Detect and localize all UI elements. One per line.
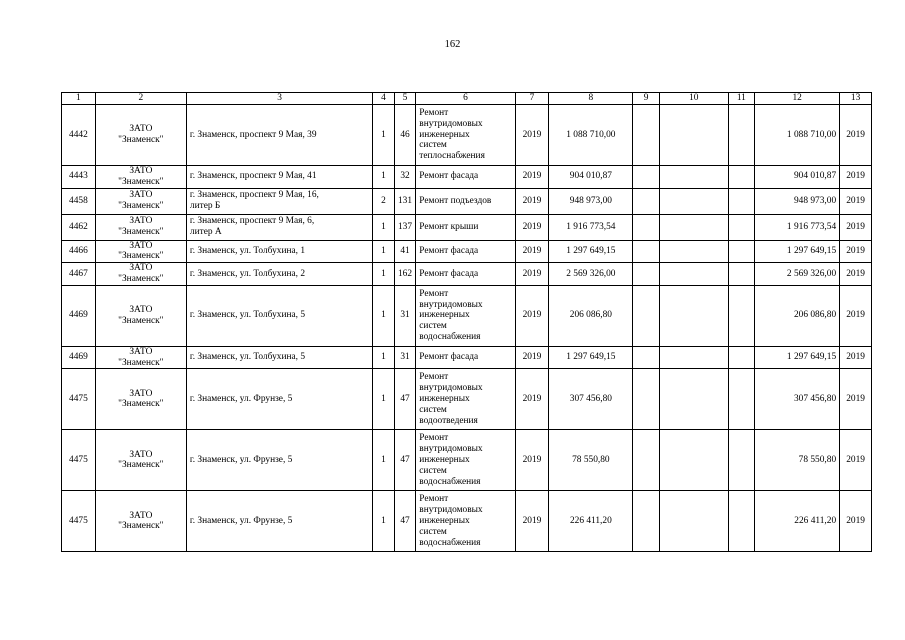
record-id-cell: 4469 bbox=[62, 285, 96, 346]
year-cell: 2019 bbox=[515, 240, 549, 263]
work-type-line: систем bbox=[419, 465, 447, 476]
col-4-cell: 1 bbox=[373, 285, 395, 346]
municipality-line: ЗАТО bbox=[129, 449, 153, 460]
col-11-cell bbox=[728, 263, 755, 286]
cost-col-12-cell: 904 010,87 bbox=[755, 166, 840, 189]
col-10-header: 10 bbox=[659, 93, 728, 105]
col-9-cell bbox=[633, 214, 660, 240]
col-10-cell bbox=[659, 105, 728, 166]
col-4-cell: 1 bbox=[373, 166, 395, 189]
record-id-cell: 4462 bbox=[62, 214, 96, 240]
municipality-line: ЗАТО bbox=[129, 510, 153, 521]
col-9-cell bbox=[633, 188, 660, 214]
work-type-line: инженерных bbox=[419, 129, 470, 140]
col-5-header: 5 bbox=[394, 93, 416, 105]
record-id-cell: 4469 bbox=[62, 346, 96, 369]
work-type-cell bbox=[416, 188, 515, 214]
table-row bbox=[62, 369, 872, 430]
cost-total-cell: 1 916 773,54 bbox=[549, 214, 633, 240]
year-cell: 2019 bbox=[515, 263, 549, 286]
col-4-header: 4 bbox=[373, 93, 395, 105]
work-type-line: инженерных bbox=[419, 515, 470, 526]
record-id-cell: 4467 bbox=[62, 263, 96, 286]
table-row bbox=[62, 214, 872, 240]
municipality-cell bbox=[95, 166, 186, 189]
year-col-13-cell: 2019 bbox=[840, 346, 872, 369]
record-id-cell: 4458 bbox=[62, 188, 96, 214]
year-cell: 2019 bbox=[515, 369, 549, 430]
address-line: г. Знаменск, ул. Фрунзе, 5 bbox=[189, 454, 293, 465]
address-cell bbox=[186, 240, 372, 263]
table-row bbox=[62, 285, 872, 346]
record-id-cell: 4466 bbox=[62, 240, 96, 263]
address-line: литер Б bbox=[189, 201, 221, 212]
work-type-line: Ремонт фасада bbox=[419, 245, 479, 256]
table-body bbox=[62, 93, 872, 552]
cost-total-cell: 1 088 710,00 bbox=[549, 105, 633, 166]
municipality-line: ЗАТО bbox=[129, 216, 153, 227]
col-9-cell bbox=[633, 369, 660, 430]
municipality-cell bbox=[95, 214, 186, 240]
col-9-cell bbox=[633, 285, 660, 346]
address-line: г. Знаменск, ул. Толбухина, 5 bbox=[189, 310, 306, 321]
municipality-line: "Знаменск" bbox=[118, 227, 164, 238]
table-row bbox=[62, 105, 872, 166]
record-id-cell: 4442 bbox=[62, 105, 96, 166]
municipality-cell bbox=[95, 369, 186, 430]
work-type-line: внутридомовых bbox=[419, 118, 483, 129]
year-col-13-cell: 2019 bbox=[840, 188, 872, 214]
year-col-13-cell: 2019 bbox=[840, 430, 872, 491]
year-col-13-cell: 2019 bbox=[840, 214, 872, 240]
table-row bbox=[62, 491, 872, 552]
address-line: г. Знаменск, проспект 9 Мая, 6, bbox=[189, 216, 315, 227]
municipality-cell bbox=[95, 188, 186, 214]
col-6-header: 6 bbox=[416, 93, 515, 105]
col-5-cell: 41 bbox=[394, 240, 416, 263]
cost-col-12-cell: 206 086,80 bbox=[755, 285, 840, 346]
col-11-cell bbox=[728, 369, 755, 430]
work-type-line: инженерных bbox=[419, 393, 470, 404]
address-cell bbox=[186, 491, 372, 552]
col-8-header: 8 bbox=[549, 93, 633, 105]
page-number: 162 bbox=[444, 39, 461, 50]
col-5-cell: 47 bbox=[394, 430, 416, 491]
cost-total-cell: 1 297 649,15 bbox=[549, 240, 633, 263]
col-9-cell bbox=[633, 346, 660, 369]
col-5-cell: 131 bbox=[394, 188, 416, 214]
cost-total-cell: 307 456,80 bbox=[549, 369, 633, 430]
col-11-cell bbox=[728, 166, 755, 189]
record-id-cell: 4475 bbox=[62, 430, 96, 491]
record-id-cell: 4475 bbox=[62, 369, 96, 430]
col-9-cell bbox=[633, 263, 660, 286]
work-type-line: систем bbox=[419, 526, 447, 537]
municipality-line: ЗАТО bbox=[129, 166, 153, 176]
cost-total-cell: 1 297 649,15 bbox=[549, 346, 633, 369]
address-line: г. Знаменск, проспект 9 Мая, 39 bbox=[189, 129, 317, 140]
address-line: г. Знаменск, ул. Фрунзе, 5 bbox=[189, 393, 293, 404]
work-type-line: внутридомовых bbox=[419, 444, 483, 455]
col-5-cell: 137 bbox=[394, 214, 416, 240]
address-line: г. Знаменск, проспект 9 Мая, 16, bbox=[189, 190, 319, 201]
col-10-cell bbox=[659, 369, 728, 430]
cost-col-12-cell: 1 297 649,15 bbox=[755, 346, 840, 369]
address-cell bbox=[186, 430, 372, 491]
municipality-line: "Знаменск" bbox=[118, 135, 164, 145]
col-9-header: 9 bbox=[633, 93, 660, 105]
municipality-line: ЗАТО bbox=[129, 263, 153, 274]
work-type-cell bbox=[416, 214, 515, 240]
col-9-cell bbox=[633, 166, 660, 189]
year-col-13-cell: 2019 bbox=[840, 369, 872, 430]
work-type-cell bbox=[416, 240, 515, 263]
municipality-line: ЗАТО bbox=[129, 388, 153, 399]
year-cell: 2019 bbox=[515, 214, 549, 240]
col-10-cell bbox=[659, 214, 728, 240]
municipality-cell bbox=[95, 105, 186, 166]
year-cell: 2019 bbox=[515, 285, 549, 346]
year-col-13-cell: 2019 bbox=[840, 105, 872, 166]
col-11-cell bbox=[728, 346, 755, 369]
col-4-cell: 1 bbox=[373, 263, 395, 286]
cost-col-12-cell: 307 456,80 bbox=[755, 369, 840, 430]
work-type-cell bbox=[416, 346, 515, 369]
col-7-header: 7 bbox=[515, 93, 549, 105]
work-type-line: инженерных bbox=[419, 310, 470, 321]
work-type-line: водоотведения bbox=[419, 415, 478, 426]
work-type-line: Ремонт bbox=[419, 494, 449, 505]
cost-total-cell: 2 569 326,00 bbox=[549, 263, 633, 286]
table-row bbox=[62, 188, 872, 214]
col-10-cell bbox=[659, 285, 728, 346]
col-4-cell: 1 bbox=[373, 369, 395, 430]
year-col-13-cell: 2019 bbox=[840, 240, 872, 263]
col-2-header: 2 bbox=[95, 93, 186, 105]
work-type-line: Ремонт bbox=[419, 108, 449, 118]
col-4-cell: 1 bbox=[373, 491, 395, 552]
col-5-cell: 162 bbox=[394, 263, 416, 286]
col-10-cell bbox=[659, 346, 728, 369]
address-cell bbox=[186, 346, 372, 369]
work-type-line: Ремонт bbox=[419, 288, 449, 299]
table-row bbox=[62, 240, 872, 263]
municipality-line: "Знаменск" bbox=[118, 357, 164, 368]
work-type-line: Ремонт фасада bbox=[419, 352, 479, 363]
col-11-cell bbox=[728, 430, 755, 491]
work-type-line: теплоснабжения bbox=[419, 151, 485, 162]
address-cell bbox=[186, 105, 372, 166]
work-type-cell bbox=[416, 491, 515, 552]
work-type-cell bbox=[416, 430, 515, 491]
municipality-line: ЗАТО bbox=[129, 304, 153, 315]
municipality-cell bbox=[95, 285, 186, 346]
municipality-cell bbox=[95, 491, 186, 552]
municipality-cell bbox=[95, 430, 186, 491]
record-id-cell: 4443 bbox=[62, 166, 96, 189]
col-5-cell: 32 bbox=[394, 166, 416, 189]
work-type-line: водоснабжения bbox=[419, 476, 481, 487]
col-5-cell: 31 bbox=[394, 285, 416, 346]
work-type-cell bbox=[416, 369, 515, 430]
address-cell bbox=[186, 214, 372, 240]
col-10-cell bbox=[659, 491, 728, 552]
col-1-header: 1 bbox=[62, 93, 96, 105]
cost-col-12-cell: 2 569 326,00 bbox=[755, 263, 840, 286]
col-13-header: 13 bbox=[840, 93, 872, 105]
municipality-line: "Знаменск" bbox=[118, 176, 164, 187]
municipality-cell bbox=[95, 263, 186, 286]
cost-col-12-cell: 1 297 649,15 bbox=[755, 240, 840, 263]
year-cell: 2019 bbox=[515, 105, 549, 166]
municipality-line: ЗАТО bbox=[129, 190, 153, 201]
col-9-cell bbox=[633, 491, 660, 552]
col-10-cell bbox=[659, 263, 728, 286]
work-type-line: Ремонт bbox=[419, 372, 449, 383]
col-10-cell bbox=[659, 430, 728, 491]
work-type-line: систем bbox=[419, 321, 447, 332]
col-10-cell bbox=[659, 166, 728, 189]
cost-total-cell: 904 010,87 bbox=[549, 166, 633, 189]
col-4-cell: 2 bbox=[373, 188, 395, 214]
col-11-header: 11 bbox=[728, 93, 755, 105]
col-9-cell bbox=[633, 430, 660, 491]
cost-col-12-cell: 1 916 773,54 bbox=[755, 214, 840, 240]
col-11-cell bbox=[728, 491, 755, 552]
address-cell bbox=[186, 285, 372, 346]
municipality-line: "Знаменск" bbox=[118, 399, 164, 410]
cost-total-cell: 206 086,80 bbox=[549, 285, 633, 346]
work-type-line: инженерных bbox=[419, 454, 470, 465]
work-type-line: Ремонт фасада bbox=[419, 171, 479, 182]
work-type-cell bbox=[416, 285, 515, 346]
year-cell: 2019 bbox=[515, 491, 549, 552]
col-5-cell: 47 bbox=[394, 369, 416, 430]
work-type-line: Ремонт фасада bbox=[419, 268, 479, 279]
col-4-cell: 1 bbox=[373, 346, 395, 369]
year-col-13-cell: 2019 bbox=[840, 166, 872, 189]
address-cell bbox=[186, 188, 372, 214]
work-type-line: внутридомовых bbox=[419, 299, 483, 310]
work-type-line: систем bbox=[419, 140, 447, 151]
work-type-line: внутридомовых bbox=[419, 383, 483, 394]
col-9-cell bbox=[633, 105, 660, 166]
col-3-header: 3 bbox=[186, 93, 372, 105]
col-9-cell bbox=[633, 240, 660, 263]
year-col-13-cell: 2019 bbox=[840, 491, 872, 552]
cost-col-12-cell: 1 088 710,00 bbox=[755, 105, 840, 166]
table-row bbox=[62, 430, 872, 491]
cost-col-12-cell: 226 411,20 bbox=[755, 491, 840, 552]
work-type-line: внутридомовых bbox=[419, 505, 483, 516]
work-type-cell bbox=[416, 263, 515, 286]
work-type-cell bbox=[416, 105, 515, 166]
col-4-cell: 1 bbox=[373, 430, 395, 491]
col-12-header: 12 bbox=[755, 93, 840, 105]
address-line: г. Знаменск, ул. Толбухина, 5 bbox=[189, 352, 306, 363]
record-id-cell: 4475 bbox=[62, 491, 96, 552]
address-line: г. Знаменск, ул. Толбухина, 2 bbox=[189, 268, 306, 279]
table-row bbox=[62, 263, 872, 286]
address-line: г. Знаменск, ул. Фрунзе, 5 bbox=[189, 515, 293, 526]
year-col-13-cell: 2019 bbox=[840, 285, 872, 346]
cost-total-cell: 226 411,20 bbox=[549, 491, 633, 552]
municipality-line: ЗАТО bbox=[129, 346, 153, 357]
work-type-line: Ремонт bbox=[419, 433, 449, 444]
address-cell bbox=[186, 166, 372, 189]
table-row bbox=[62, 346, 872, 369]
col-10-cell bbox=[659, 240, 728, 263]
header-row bbox=[62, 93, 872, 105]
col-10-cell bbox=[659, 188, 728, 214]
col-4-cell: 1 bbox=[373, 105, 395, 166]
address-cell bbox=[186, 263, 372, 286]
work-type-line: Ремонт подъездов bbox=[419, 195, 492, 206]
address-line: г. Знаменск, проспект 9 Мая, 41 bbox=[189, 171, 317, 182]
year-col-13-cell: 2019 bbox=[840, 263, 872, 286]
col-11-cell bbox=[728, 105, 755, 166]
cost-total-cell: 78 550,80 bbox=[549, 430, 633, 491]
year-cell: 2019 bbox=[515, 166, 549, 189]
table-row bbox=[62, 166, 872, 189]
municipality-line: "Знаменск" bbox=[118, 273, 164, 284]
program-table bbox=[61, 92, 872, 552]
work-type-line: водоснабжения bbox=[419, 537, 481, 548]
work-type-cell bbox=[416, 166, 515, 189]
year-cell: 2019 bbox=[515, 188, 549, 214]
address-cell bbox=[186, 369, 372, 430]
work-type-line: водоснабжения bbox=[419, 331, 481, 342]
col-11-cell bbox=[728, 214, 755, 240]
col-4-cell: 1 bbox=[373, 214, 395, 240]
municipality-line: ЗАТО bbox=[129, 124, 153, 135]
year-cell: 2019 bbox=[515, 430, 549, 491]
municipality-line: "Знаменск" bbox=[118, 521, 164, 532]
address-line: литер А bbox=[189, 227, 222, 238]
col-5-cell: 47 bbox=[394, 491, 416, 552]
year-cell: 2019 bbox=[515, 346, 549, 369]
cost-total-cell: 948 973,00 bbox=[549, 188, 633, 214]
col-11-cell bbox=[728, 285, 755, 346]
cost-col-12-cell: 78 550,80 bbox=[755, 430, 840, 491]
municipality-line: "Знаменск" bbox=[118, 201, 164, 212]
work-type-line: систем bbox=[419, 404, 447, 415]
col-11-cell bbox=[728, 188, 755, 214]
col-4-cell: 1 bbox=[373, 240, 395, 263]
municipality-line: "Знаменск" bbox=[118, 460, 164, 471]
col-5-cell: 31 bbox=[394, 346, 416, 369]
col-5-cell: 46 bbox=[394, 105, 416, 166]
address-line: г. Знаменск, ул. Толбухина, 1 bbox=[189, 245, 306, 256]
municipality-cell bbox=[95, 240, 186, 263]
municipality-line: "Знаменск" bbox=[118, 251, 164, 262]
municipality-cell bbox=[95, 346, 186, 369]
municipality-line: "Знаменск" bbox=[118, 315, 164, 326]
work-type-line: Ремонт крыши bbox=[419, 221, 479, 232]
col-11-cell bbox=[728, 240, 755, 263]
municipality-line: ЗАТО bbox=[129, 240, 153, 251]
cost-col-12-cell: 948 973,00 bbox=[755, 188, 840, 214]
